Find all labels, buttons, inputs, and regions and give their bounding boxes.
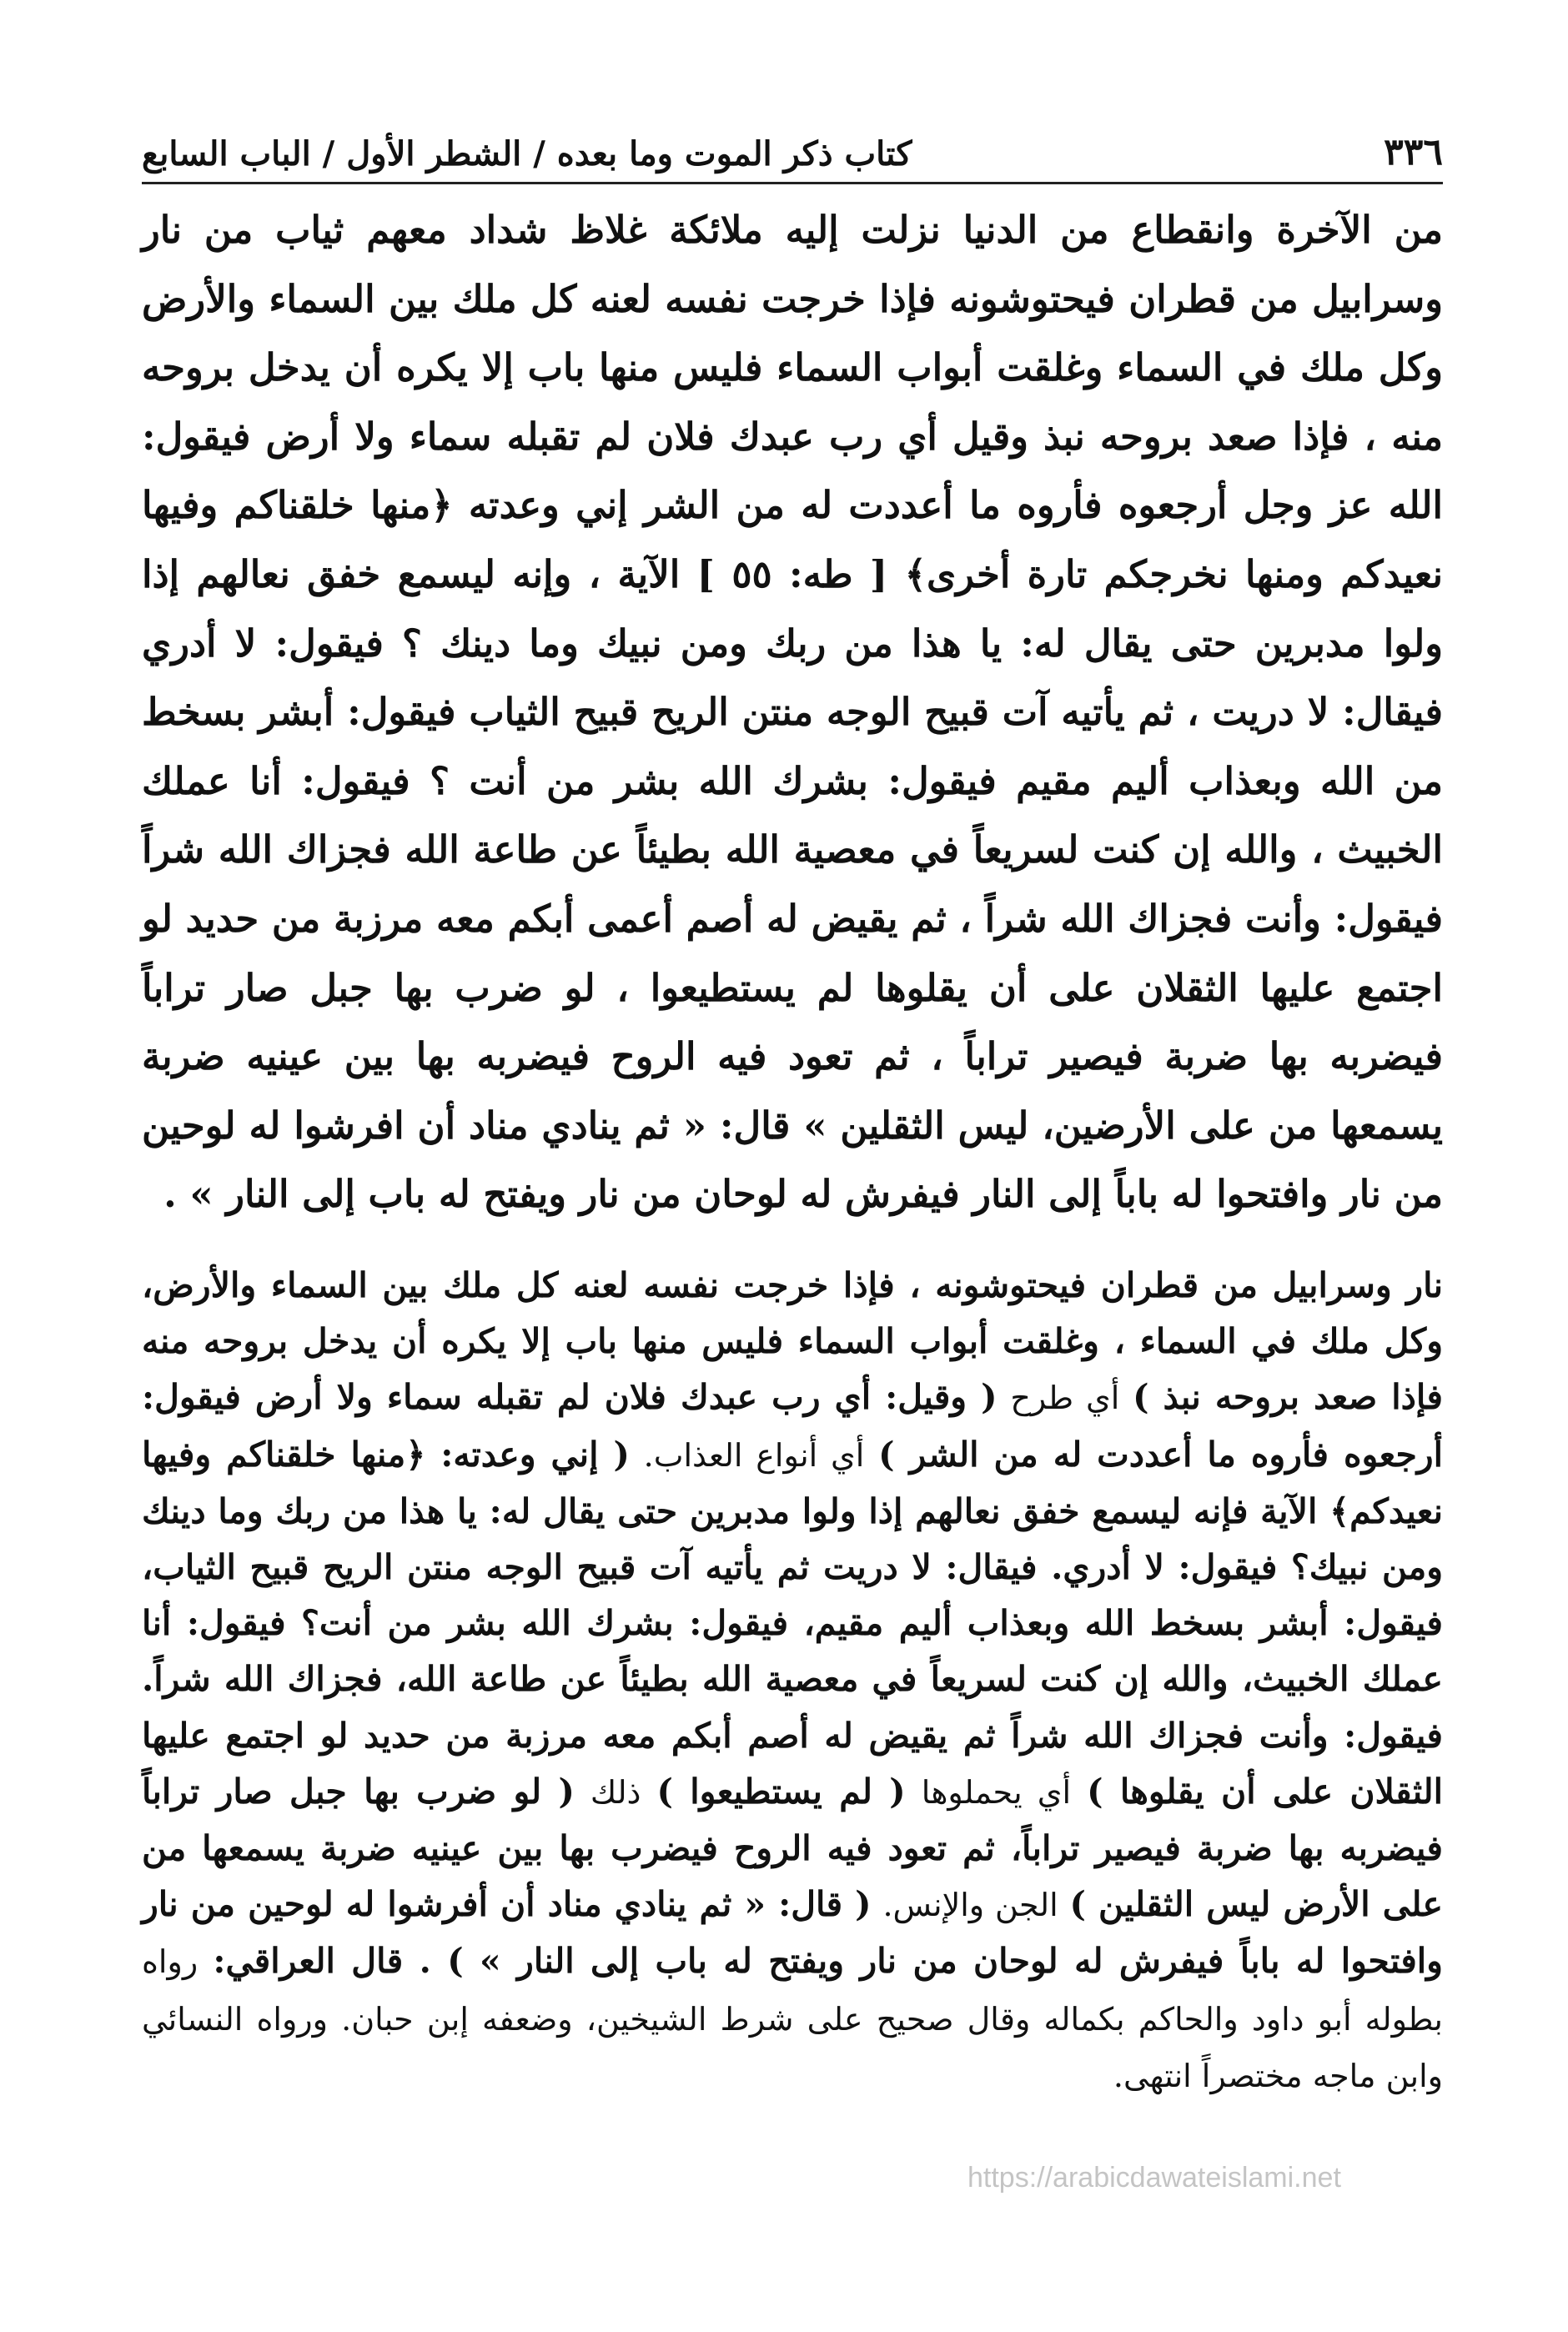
commentary-gloss: أي يحملوها xyxy=(921,1773,1072,1811)
commentary-block xyxy=(142,1258,1443,2104)
commentary-quote: ( إني وعدته: ﴿منها خلقناكم وفيها نعيدكم﴾ الآية فإنه ليسمع خفق نعالهم إذا ولوا مدبرين حتى يقال له: يا هذا من ربك وما دينك ومن نبيك؟ فيقول: لا أدري. فيقال: لا دريت ثم يأتيه آت قبيح الوجه منتن الريح قبيح الثياب، فيقول: أبشر بسخط الله وبعذاب أليم مقيم، فيقول: بشرك الله بشر من أنت؟ فيقول: أنا عملك الخبيث، والله إن كنت لسريعاً في معصية الله بطيئاً عن طاعة الله، فجزاك الله شراً. فيقول: وأنت فجزاك الله شراً ثم يقيض له أصم أبكم معه مرزبة من حديد لو اجتمع عليها الثقلان على أن يقلوها ) xyxy=(142,1434,1443,1812)
watermark-url: https://arabicdawateislami.net xyxy=(967,2162,1341,2194)
commentary-gloss: أي طرح xyxy=(1010,1380,1120,1417)
page-header xyxy=(142,108,1443,184)
commentary-quote: ( وقيل: أي رب عبدك فلان لم تقبله سماء ولا أرض فيقول: أرجعوه فأروه ما أعددت له من الشر ) xyxy=(142,1377,1443,1475)
commentary-quote: ( لم يستطيعوا ) xyxy=(656,1771,906,1812)
header-title: كتاب ذكر الموت وما بعده / الشطر الأول / الباب السابع xyxy=(142,134,912,173)
commentary-quote: نار وسرابيل من قطران فيحتوشونه ، فإذا خرجت نفسه لعنه كل ملك بين السماء والأرض، وكل ملك في السماء ، وغلقت أبواب السماء فليس منها باب إلا يكره أن يدخل بروحه منه فإذا صعد بروحه نبذ ) xyxy=(142,1264,1443,1418)
commentary-gloss: ذلك xyxy=(590,1773,641,1811)
page-number: ٣٣٦ xyxy=(1384,131,1443,173)
commentary-quote: ( لو ضرب بها جبل صار تراباً فيضربه بها ضربة فيصير تراباً، ثم تعود فيه الروح فيضرب بها بين عينيه ضربة يسمعها من على الأرض ليس الثقلين ) xyxy=(142,1771,1443,1925)
main-text-paragraph: من الآخرة وانقطاع من الدنيا نزلت إليه ملائكة غلاظ شداد معهم ثياب من نار وسرابيل من قطران فيحتوشونه فإذا خرجت نفسه لعنه كل ملك بين السماء والأرض وكل ملك في السماء وغلقت أبواب السماء فليس منها باب إلا يكره أن يدخل بروحه منه ، فإذا صعد بروحه نبذ وقيل أي رب عبدك فلان لم تقبله سماء ولا أرض فيقول: الله عز وجل أرجعوه فأروه ما أعددت له من الشر إني وعدته ﴿منها خلقناكم وفيها نعيدكم ومنها نخرجكم تارة أخرى﴾ [ طه: ٥٥ ] الآية ، وإنه ليسمع خفق نعالهم إذا ولوا مدبرين حتى يقال له: يا هذا من ربك ومن نبيك وما دينك ؟ فيقول: لا أدري فيقال: لا دريت ، ثم يأتيه آت قبيح الوجه منتن الريح قبيح الثياب فيقول: أبشر بسخط من الله وبعذاب أليم مقيم فيقول: بشرك الله بشر من أنت ؟ فيقول: أنا عملك الخبيث ، والله إن كنت لسريعاً في معصية الله بطيئاً عن طاعة الله فجزاك الله شراً فيقول: وأنت فجزاك الله شراً ، ثم يقيض له أصم أعمى أبكم معه مرزبة من حديد لو اجتمع عليها الثقلان على أن يقلوها لم يستطيعوا ، لو ضرب بها جبل صار تراباً فيضربه بها ضربة فيصير تراباً ، ثم تعود فيه الروح فيضربه بها بين عينيه ضربة يسمعها من على الأرضين، ليس الثقلين » قال: « ثم ينادي مناد أن افرشوا له لوحين من نار وافتحوا له باباً إلى النار فيفرش له لوحان من نار ويفتح له باب إلى النار » . xyxy=(142,208,1444,1217)
commentary-gloss: أي أنواع العذاب. xyxy=(643,1436,865,1474)
main-text-block xyxy=(142,196,1443,1229)
commentary-quote: ( قال: « ثم ينادي مناد أن أفرشوا له لوحين من نار وافتحوا له باباً فيفرش له لوحان من نار ويفتح له باب إلى النار » ) . قال العراقي: xyxy=(142,1884,1443,1982)
commentary-citation: رواه بطوله أبو داود والحاكم بكماله وقال صحيح على شرط الشيخين، وضعفه إبن حبان. ورواه النسائي وابن ماجه مختصراً انتهى. xyxy=(142,1943,1443,2094)
commentary-gloss: الجن والإنس. xyxy=(882,1887,1058,1924)
commentary-paragraph xyxy=(142,1258,1443,2104)
book-page xyxy=(142,108,1443,2104)
